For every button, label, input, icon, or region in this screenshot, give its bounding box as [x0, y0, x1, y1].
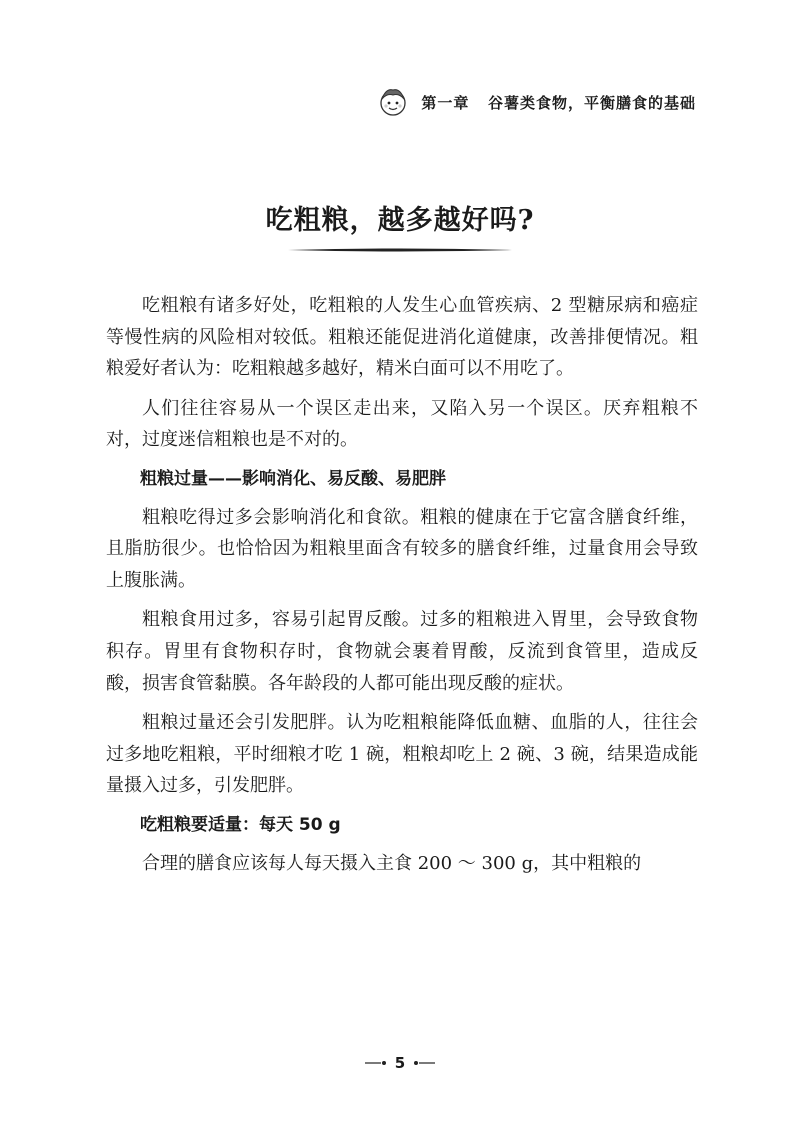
body-paragraph: 合理的膳食应该每人每天摄入主食 200 ～ 300 g，其中粗粮的	[142, 852, 642, 874]
title-underline-rule	[288, 246, 512, 254]
section-heading: 吃粗粮要适量：每天 50 g	[140, 814, 341, 835]
chapter-title: 第一章 谷薯类食物，平衡膳食的基础	[421, 93, 696, 112]
body-paragraph: 粗粮食用过多，容易引起胃反酸。过多的粗粮进入胃里，会导致食物积存。胃里有食物积存时，食物就会裹着胃酸，反流到食管里，造成反酸，损害食管黏膜。各年龄段的人都可能出现反酸的症状。	[106, 609, 698, 694]
page-footer	[0, 1054, 800, 1072]
child-head-mascot-icon	[377, 86, 409, 118]
page-number: 5	[394, 1054, 406, 1072]
section-heading: 粗粮过量——影响消化、易反酸、易肥胖	[140, 468, 446, 489]
article-title: 吃粗粮，越多越好吗?	[265, 205, 535, 236]
footer-ornament-right-icon	[413, 1058, 435, 1068]
footer-ornament-left-icon	[365, 1058, 387, 1068]
body-paragraph: 吃粗粮有诸多好处，吃粗粮的人发生心血管疾病、2 型糖尿病和癌症等慢性病的风险相对较低。粗粮还能促进消化道健康，改善排便情况。粗粮爱好者认为：吃粗粮越多越好，精米白面可以不用吃了。	[106, 295, 698, 380]
article-body	[106, 290, 698, 887]
body-paragraph: 粗粮吃得过多会影响消化和食欲。粗粮的健康在于它富含膳食纤维，且脂肪很少。也恰恰因为粗粮里面含有较多的膳食纤维，过量食用会导致上腹胀满。	[106, 506, 698, 591]
body-paragraph: 人们往往容易从一个误区走出来，又陷入另一个误区。厌弃粗粮不对，过度迷信粗粮也是不对的。	[106, 397, 698, 451]
running-header	[377, 86, 696, 118]
body-paragraph: 粗粮过量还会引发肥胖。认为吃粗粮能降低血糖、血脂的人，往往会过多地吃粗粮，平时细粮才吃 1 碗，粗粮却吃上 2 碗、3 碗，结果造成能量摄入过多，引发肥胖。	[106, 712, 698, 797]
